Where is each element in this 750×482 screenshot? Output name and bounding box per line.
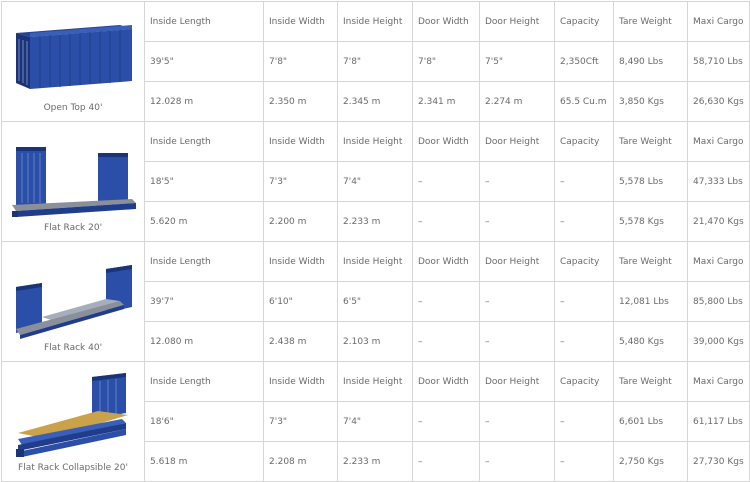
container-image-cell	[2, 2, 145, 122]
cell-inside-length: 5.620 m	[145, 202, 264, 242]
header-tare-weight: Tare Weight	[614, 122, 688, 162]
header-inside-length: Inside Length	[145, 122, 264, 162]
cell-inside-width: 7'3"	[264, 162, 338, 202]
cell-inside-width: 2.438 m	[264, 322, 338, 362]
cell-inside-width: 6'10"	[264, 282, 338, 322]
header-inside-width: Inside Width	[264, 122, 338, 162]
cell-inside-length: 39'5"	[145, 42, 264, 82]
cell-inside-height: 2.233 m	[338, 202, 413, 242]
cell-inside-width: 7'3"	[264, 402, 338, 442]
cell-inside-height: 7'4"	[338, 162, 413, 202]
cell-inside-length: 39'7"	[145, 282, 264, 322]
cell-capacity: –	[555, 322, 614, 362]
header-door-width: Door Width	[413, 122, 480, 162]
cell-maxi-cargo: 85,800 Lbs	[688, 282, 750, 322]
cell-inside-width: 2.208 m	[264, 442, 338, 482]
cell-inside-length: 12.028 m	[145, 82, 264, 122]
header-row	[2, 242, 750, 282]
cell-inside-height: 2.345 m	[338, 82, 413, 122]
header-door-height: Door Height	[480, 242, 555, 282]
cell-maxi-cargo: 47,333 Lbs	[688, 162, 750, 202]
cell-inside-length: 5.618 m	[145, 442, 264, 482]
header-row	[2, 362, 750, 402]
cell-tare-weight: 8,490 Lbs	[614, 42, 688, 82]
container-name: Flat Rack Collapsible 20'	[18, 463, 128, 473]
cell-inside-height: 7'4"	[338, 402, 413, 442]
header-door-height: Door Height	[480, 362, 555, 402]
header-tare-weight: Tare Weight	[614, 362, 688, 402]
cell-door-height: –	[480, 162, 555, 202]
container-image-cell	[2, 242, 145, 362]
header-tare-weight: Tare Weight	[614, 2, 688, 42]
header-inside-width: Inside Width	[264, 242, 338, 282]
cell-tare-weight: 12,081 Lbs	[614, 282, 688, 322]
cell-inside-width: 2.200 m	[264, 202, 338, 242]
cell-maxi-cargo: 58,710 Lbs	[688, 42, 750, 82]
cell-door-width: 2.341 m	[413, 82, 480, 122]
cell-inside-height: 2.233 m	[338, 442, 413, 482]
cell-tare-weight: 2,750 Kgs	[614, 442, 688, 482]
header-capacity: Capacity	[555, 362, 614, 402]
cell-door-height: 7'5"	[480, 42, 555, 82]
cell-door-height: 2.274 m	[480, 82, 555, 122]
cell-inside-height: 2.103 m	[338, 322, 413, 362]
header-door-width: Door Width	[413, 362, 480, 402]
header-capacity: Capacity	[555, 242, 614, 282]
container-name: Flat Rack 40'	[43, 343, 103, 353]
header-door-width: Door Width	[413, 2, 480, 42]
header-door-height: Door Height	[480, 2, 555, 42]
header-inside-width: Inside Width	[264, 362, 338, 402]
header-inside-length: Inside Length	[145, 2, 264, 42]
container-image-cell	[2, 122, 145, 242]
cell-tare-weight: 5,578 Kgs	[614, 202, 688, 242]
cell-door-height: –	[480, 282, 555, 322]
header-capacity: Capacity	[555, 2, 614, 42]
cell-capacity: –	[555, 402, 614, 442]
cell-maxi-cargo: 61,117 Lbs	[688, 402, 750, 442]
cell-door-width: –	[413, 162, 480, 202]
header-tare-weight: Tare Weight	[614, 242, 688, 282]
cell-door-width: –	[413, 402, 480, 442]
container-image-cell	[2, 362, 145, 482]
container-name: Open Top 40'	[43, 103, 103, 113]
cell-tare-weight: 5,578 Lbs	[614, 162, 688, 202]
header-inside-width: Inside Width	[264, 2, 338, 42]
header-maxi-cargo: Maxi Cargo	[688, 122, 750, 162]
cell-capacity: –	[555, 202, 614, 242]
header-maxi-cargo: Maxi Cargo	[688, 242, 750, 282]
header-inside-length: Inside Length	[145, 362, 264, 402]
cell-inside-height: 6'5"	[338, 282, 413, 322]
cell-inside-width: 7'8"	[264, 42, 338, 82]
cell-tare-weight: 3,850 Kgs	[614, 82, 688, 122]
cell-capacity: –	[555, 162, 614, 202]
cell-maxi-cargo: 21,470 Kgs	[688, 202, 750, 242]
cell-inside-length: 18'6"	[145, 402, 264, 442]
header-inside-length: Inside Length	[145, 242, 264, 282]
cell-capacity: –	[555, 442, 614, 482]
cell-inside-height: 7'8"	[338, 42, 413, 82]
cell-maxi-cargo: 39,000 Kgs	[688, 322, 750, 362]
header-door-width: Door Width	[413, 242, 480, 282]
cell-door-width: –	[413, 282, 480, 322]
header-maxi-cargo: Maxi Cargo	[688, 362, 750, 402]
header-inside-height: Inside Height	[338, 122, 413, 162]
cell-inside-length: 12.080 m	[145, 322, 264, 362]
header-row	[2, 122, 750, 162]
cell-door-height: –	[480, 402, 555, 442]
container-spec-table	[1, 1, 750, 482]
cell-door-width: 7'8"	[413, 42, 480, 82]
header-maxi-cargo: Maxi Cargo	[688, 2, 750, 42]
cell-door-height: –	[480, 202, 555, 242]
cell-maxi-cargo: 27,730 Kgs	[688, 442, 750, 482]
header-row	[2, 2, 750, 42]
header-inside-height: Inside Height	[338, 2, 413, 42]
header-door-height: Door Height	[480, 122, 555, 162]
cell-door-height: –	[480, 442, 555, 482]
cell-door-width: –	[413, 442, 480, 482]
cell-tare-weight: 5,480 Kgs	[614, 322, 688, 362]
cell-maxi-cargo: 26,630 Kgs	[688, 82, 750, 122]
cell-capacity: 2,350Cft	[555, 42, 614, 82]
header-inside-height: Inside Height	[338, 362, 413, 402]
cell-capacity: –	[555, 282, 614, 322]
cell-door-height: –	[480, 322, 555, 362]
header-capacity: Capacity	[555, 122, 614, 162]
cell-inside-width: 2.350 m	[264, 82, 338, 122]
header-inside-height: Inside Height	[338, 242, 413, 282]
cell-tare-weight: 6,601 Lbs	[614, 402, 688, 442]
cell-door-width: –	[413, 202, 480, 242]
cell-inside-length: 18'5"	[145, 162, 264, 202]
cell-door-width: –	[413, 322, 480, 362]
container-name: Flat Rack 20'	[43, 223, 103, 233]
cell-capacity: 65.5 Cu.m	[555, 82, 614, 122]
